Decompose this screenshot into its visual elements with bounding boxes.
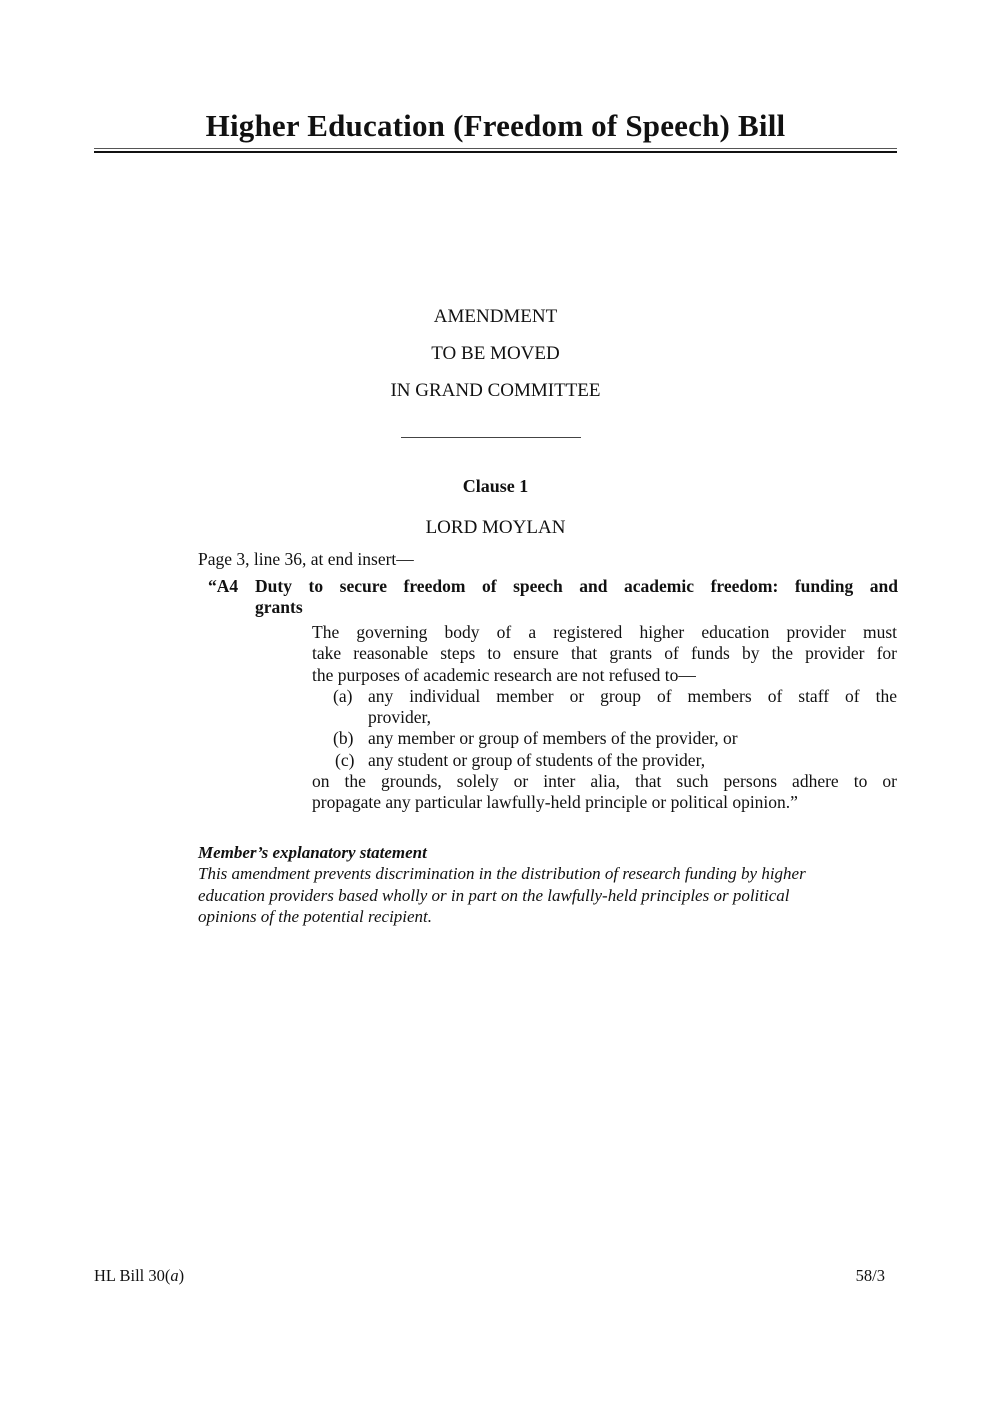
- explanatory-statement: [198, 842, 868, 927]
- explanatory-statement-line-2: education providers based wholly or in part on the lawfully-held principles or political: [198, 885, 790, 905]
- title-rule-thick: [94, 151, 897, 153]
- paragraph-a-line1: any individual member or group of members of staff of the: [368, 685, 897, 706]
- header-line-to-be-moved: TO BE MOVED: [431, 343, 560, 364]
- mover-name: LORD MOYLAN: [425, 517, 566, 538]
- paragraph-a: [312, 686, 897, 729]
- paragraph-a-line2: provider,: [368, 707, 431, 728]
- section-divider: [401, 437, 581, 438]
- header-line-grand-committee: IN GRAND COMMITTEE: [390, 380, 601, 401]
- title-rule-thin: [94, 148, 897, 149]
- new-clause-title-line2: grants: [255, 597, 303, 617]
- paragraph-c-label: (c): [335, 749, 355, 770]
- bill-ref-suffix: ): [178, 1266, 185, 1285]
- insert-instruction: Page 3, line 36, at end insert—: [198, 549, 414, 569]
- bill-ref-italic: a: [170, 1266, 179, 1285]
- paragraph-b: [312, 728, 897, 749]
- paragraph-c: [312, 750, 897, 771]
- paragraph-b-label: (b): [333, 728, 354, 749]
- new-clause-heading: [208, 576, 898, 618]
- new-clause-title-line1: Duty to secure freedom of speech and academic freedom: funding and: [255, 576, 898, 596]
- explanatory-statement-title: Member’s explanatory statement: [198, 843, 427, 862]
- new-clause-title: [255, 576, 898, 618]
- paragraph-b-text: any member or group of members of the provider, or: [368, 728, 738, 749]
- closing-line-2: propagate any particular lawfully-held principle or political opinion.”: [312, 792, 798, 813]
- paragraph-a-label: (a): [333, 685, 353, 706]
- new-clause-number: “A4: [208, 576, 239, 596]
- intro-line-3: the purposes of academic research are not refused to—: [312, 664, 696, 685]
- footer-page-reference: 58/3: [855, 1266, 885, 1285]
- intro-line-2: take reasonable steps to ensure that grants of funds by the provider for: [312, 643, 897, 664]
- explanatory-statement-line-3: opinions of the potential recipient.: [198, 906, 433, 926]
- intro-line-1: The governing body of a registered higher education provider must: [312, 622, 897, 642]
- header-line-amendment: AMENDMENT: [433, 306, 558, 327]
- explanatory-statement-line-1: This amendment prevents discrimination in the distribution of research funding by higher: [198, 864, 806, 884]
- page-title: Higher Education (Freedom of Speech) Bill: [205, 108, 786, 143]
- paragraph-c-text: any student or group of students of the provider,: [368, 749, 706, 770]
- bill-ref-prefix: HL Bill 30(: [94, 1266, 171, 1285]
- clause-heading: Clause 1: [462, 476, 529, 496]
- new-clause-body: [312, 622, 897, 814]
- closing-line-1: on the grounds, solely or inter alia, that such persons adhere to or: [312, 771, 897, 792]
- footer-bill-reference: [94, 1266, 184, 1286]
